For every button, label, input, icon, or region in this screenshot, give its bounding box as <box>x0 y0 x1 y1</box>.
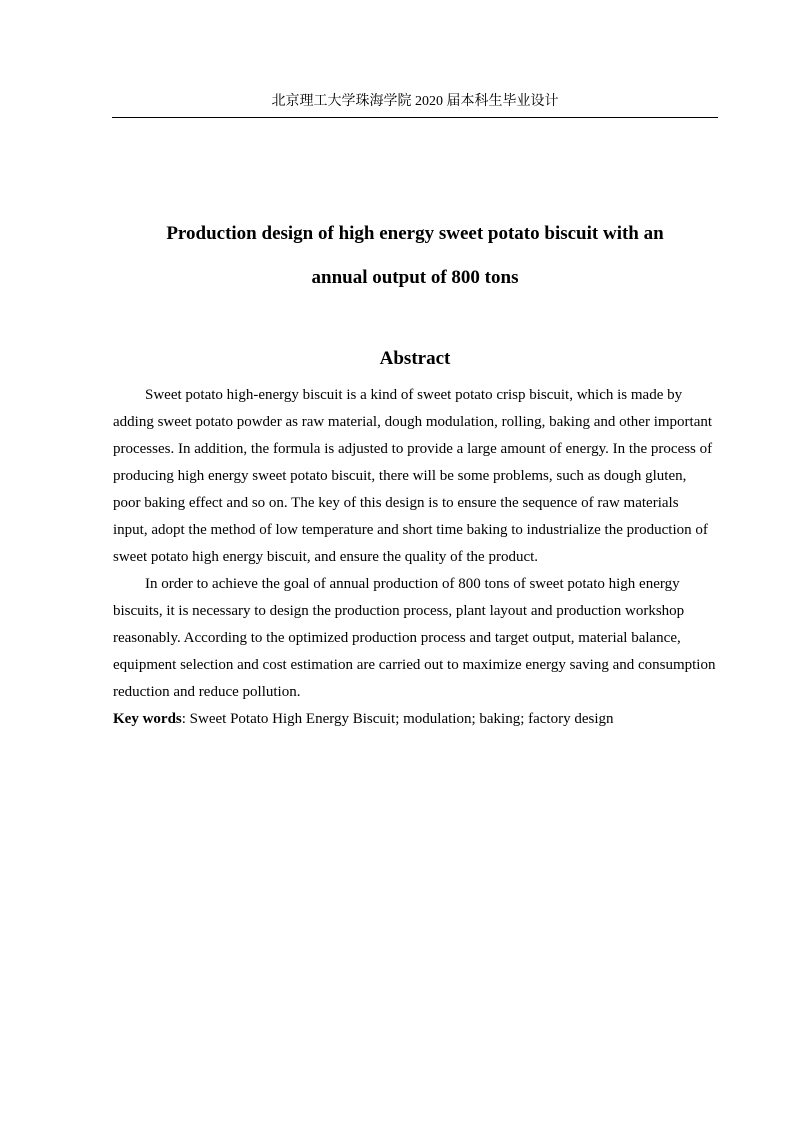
abstract-paragraph-1: Sweet potato high-energy biscuit is a kind of sweet potato crisp biscuit, which is made by adding sweet potato powder as raw material, dough modulation, rolling, baking and other important processes. In addition, the formula is adjusted to provide a large amount of energy. In the process of producing high energy sweet potato biscuit, there will be some problems, such as dough gluten, poor baking effect and so on. The key of this design is to ensure the sequence of raw materials input, adopt the method of low temperature and short time baking to industrialize the production of sweet potato high energy biscuit, and ensure the quality of the product. <box>113 387 713 565</box>
keywords-line <box>113 706 716 733</box>
abstract-heading: Abstract <box>379 348 451 369</box>
title-line-2: annual output of 800 tons <box>311 267 519 288</box>
paper-title <box>112 212 718 300</box>
keywords-text: : Sweet Potato High Energy Biscuit; modulation; baking; factory design <box>181 711 614 727</box>
keywords-label: Key words <box>113 711 182 727</box>
abstract-paragraph-2: In order to achieve the goal of annual production of 800 tons of sweet potato high energy biscuits, it is necessary to design the production process, plant layout and production workshop reasonably. According to the optimized production process and target output, material balance, equipment selection and cost estimation are carried out to maximize energy saving and consumption reduction and reduce pollution. <box>113 576 716 700</box>
abstract-body <box>113 382 716 733</box>
header-rule <box>112 117 718 118</box>
title-line-1: Production design of high energy sweet potato biscuit with an <box>166 223 664 244</box>
page-header: 北京理工大学珠海学院 2020 届本科生毕业设计 <box>271 94 559 109</box>
